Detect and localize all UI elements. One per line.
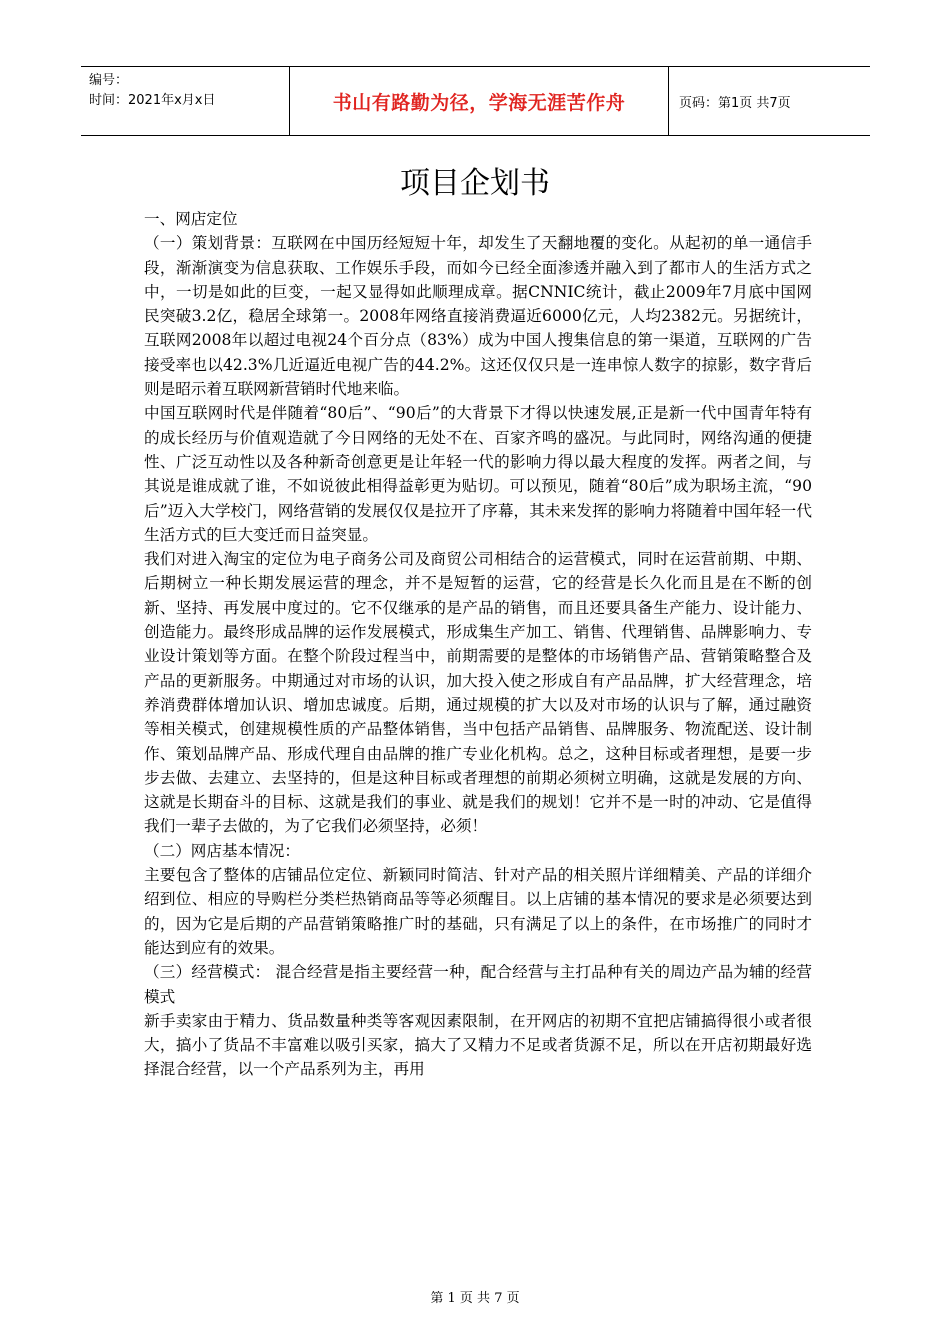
body-paragraph: （一）策划背景：互联网在中国历经短短十年，却发生了天翻地覆的变化。从起初的单一通信手段，渐渐演变为信息获取、工作娱乐手段，而如今已经全面渗透并融入到了都市人的生活方式之中，一切是如此的巨变，一起又显得如此顺理成章。据CNNIC统计，截止2009年7月底中国网民突破3.2亿，稳居全球第一。2008年网络直接消费逼近6000亿元，人均2382元。另据统计，互联网2008年以超过电视24个百分点（83%）成为中国人搜集信息的第一渠道，互联网的广告接受率也以42.3%几近逼近电视广告的44.2%。这还仅仅只是一连串惊人数字的掠影，数字背后则是昭示着互联网新营销时代地来临。 xyxy=(144,234,812,399)
page-footer: 第 1 页 共 7 页 xyxy=(430,1291,520,1306)
section-heading: 一、网店定位 xyxy=(144,210,238,228)
subsection-heading: （二）网店基本情况： xyxy=(144,841,300,860)
body-paragraph: 主要包含了整体的店铺品位定位、新颖同时简洁、针对产品的相关照片详细精美、产品的详细介绍到位、相应的导购栏分类栏热销商品等等必须醒目。以上店铺的基本情况的要求是必须要达到的，因为它是后期的产品营销策略推广时的基础，只有满足了以上的条件，在市场推广的同时才能达到应有的效果。 xyxy=(144,866,812,957)
body-paragraph: 新手卖家由于精力、货品数量种类等客观因素限制，在开网店的初期不宜把店铺搞得很小或者很大，搞小了货品不丰富难以吸引买家，搞大了又精力不足或者货源不足，所以在开店初期最好选择混合经营，以一个产品系列为主，再用 xyxy=(144,1011,812,1079)
document-number-label: 编号： xyxy=(89,73,129,88)
document-title: 项目企划书 xyxy=(400,166,550,201)
header-page-info: 页码：第1页 共7页 xyxy=(679,95,791,111)
header-meta-cell xyxy=(81,67,290,136)
body-paragraph: 中国互联网时代是伴随着“80后”、“90后”的大背景下才得以快速发展,正是新一代中国青年特有的成长经历与价值观造就了今日网络的无处不在、百家齐鸣的盛况。与此同时，网络沟通的便捷性、广泛互动性以及各种新奇创意更是让年轻一代的影响力得以最大程度的发挥。两者之间，与其说是谁成就了谁，不如说彼此相得益彰更为贴切。可以预见，随着“80后”成为职场主流，“90后”迈入大学校门，网络营销的发展仅仅是拉开了序幕，其未来发挥的影响力将随着中国年轻一代生活方式的巨大变迁而日益突显。 xyxy=(144,404,812,544)
header-page-cell xyxy=(669,67,871,136)
body-paragraph: （三）经营模式： 混合经营是指主要经营一种，配合经营与主打品种有关的周边产品为辅的经营模式 xyxy=(144,963,812,1006)
document-body xyxy=(144,207,812,1082)
document-header xyxy=(81,66,870,136)
document-time-label: 时间：2021年x月x日 xyxy=(89,93,216,108)
body-paragraph: 我们对进入淘宝的定位为电子商务公司及商贸公司相结合的运营模式，同时在运营前期、中期、后期树立一种长期发展运营的理念，并不是短暂的运营，它的经营是长久化而且是在不断的创新、坚持、再发展中度过的。它不仅继承的是产品的销售，而且还要具备生产能力、设计能力、创造能力。最终形成品牌的运作发展模式，形成集生产加工、销售、代理销售、品牌影响力、专业设计策划等方面。在整个阶段过程当中，前期需要的是整体的市场销售产品、营销策略整合及产品的更新服务。中期通过对市场的认识，加大投入使之形成自有产品品牌，扩大经营理念，培养消费群体增加认识、增加忠诚度。后期，通过规模的扩大以及对市场的认识与了解，通过融资等相关模式，创建规模性质的产品整体销售，当中包括产品销售、品牌服务、物流配送、设计制作、策划品牌产品、形成代理自由品牌的推广专业化机构。总之，这种目标或者理想，是要一步步去做、去建立、去坚持的，但是这种目标或者理想的前期必须树立明确，这就是发展的方向、这就是长期奋斗的目标、这就是我们的事业、就是我们的规划！它并不是一时的冲动、它是值得我们一辈子去做的，为了它我们必须坚持，必须！ xyxy=(144,550,812,836)
header-motto-cell xyxy=(290,67,669,136)
header-motto: 书山有路勤为径，学海无涯苦作舟 xyxy=(332,91,626,114)
